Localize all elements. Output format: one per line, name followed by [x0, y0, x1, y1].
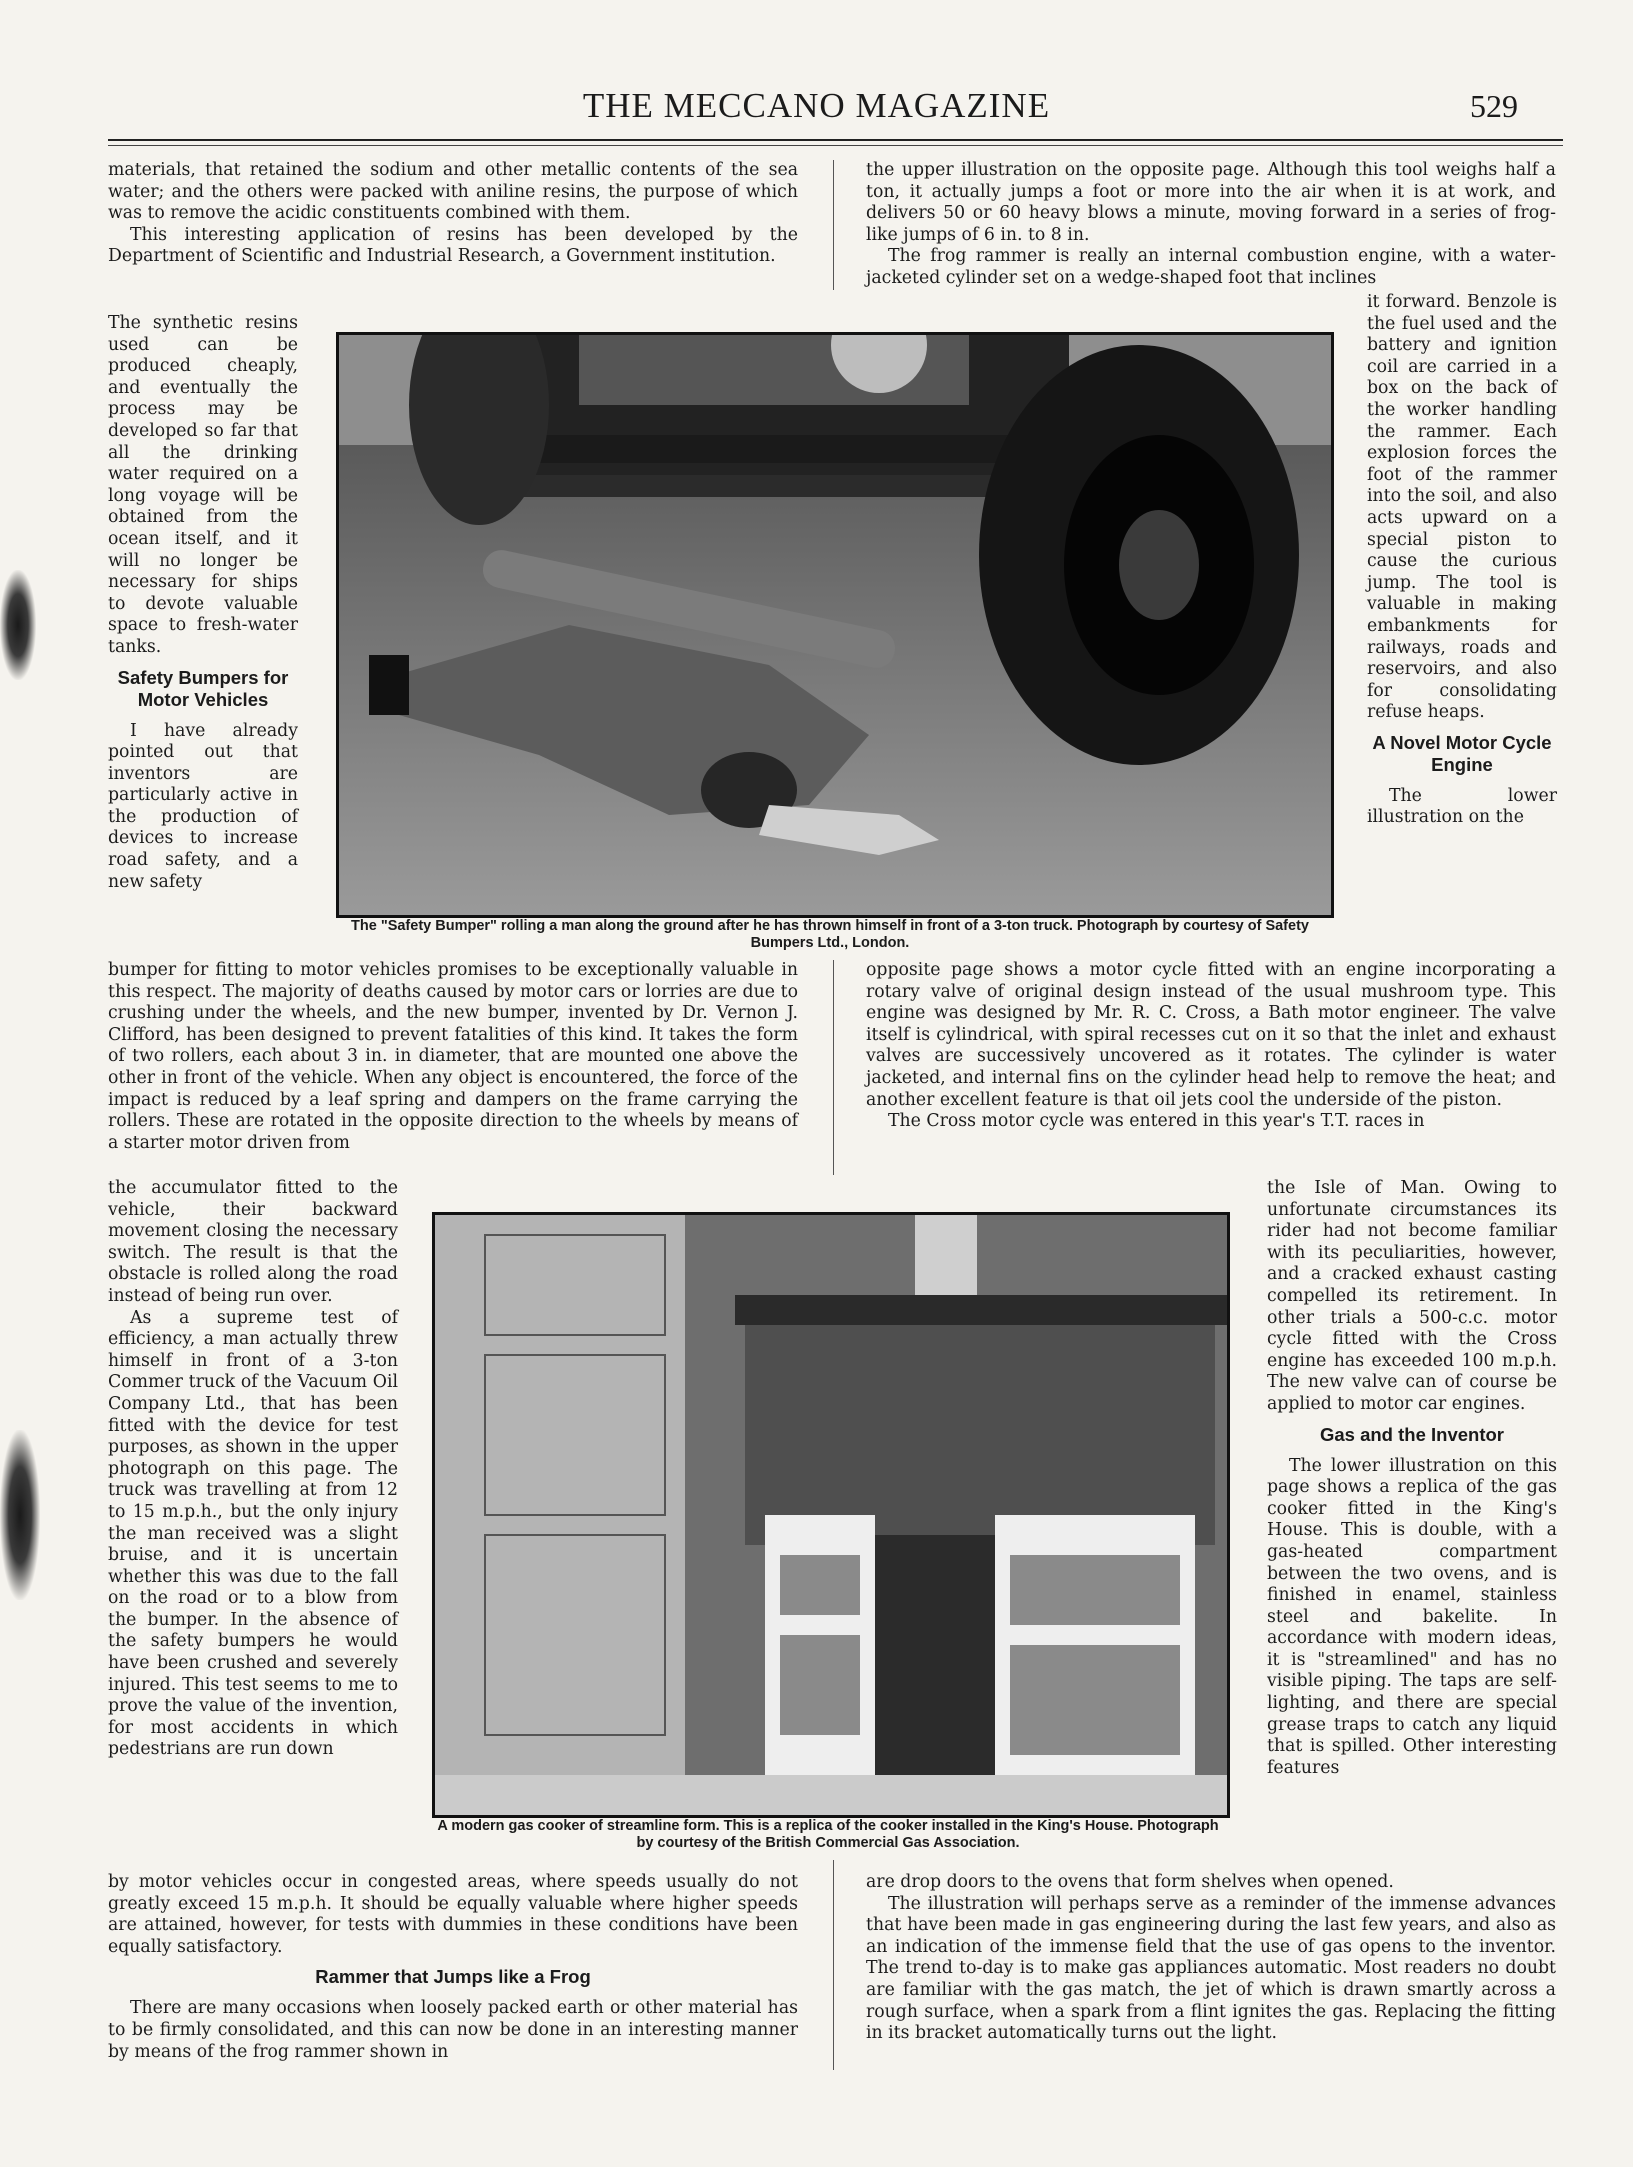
paragraph: The lower illustration on the: [1367, 785, 1557, 828]
column-divider: [833, 960, 834, 1175]
gas-cooker-photo: [432, 1212, 1230, 1818]
paragraph: The illustration will perhaps serve as a reminder of the immense advances that have been made in gas engineering during the last few years, and also as an indication of the immense field that the use of gas opens to the inventor. The trend to-day is to make gas appliances automatic. Most readers no doubt are familiar with the gas match, the jet of which is drawn smartly across a rough surface, when a spark from a flint ignites the gas. Replacing the fitting in its bracket automatically turns out the light.: [866, 1893, 1556, 2044]
right-column-middle: [866, 960, 1556, 1133]
paragraph: are drop doors to the ovens that form shelves when opened.: [866, 1872, 1394, 1892]
left-column-bottom: [108, 1872, 798, 2063]
wall-clock: [915, 1215, 977, 1295]
section-heading: A Novel Motor Cycle Engine: [1372, 731, 1552, 775]
paragraph: I have already pointed out that inventors are particularly active in the production of devices to increase road safety, and a new safety: [108, 720, 298, 892]
paragraph: the accumulator fitted to the vehicle, their backward movement closing the necessary switch. The result is that the obstacle is rolled along the road instead of being run over.: [108, 1178, 398, 1306]
left-column-top: [108, 160, 798, 268]
section-heading: Safety Bumpers for Motor Vehicles: [117, 666, 289, 710]
paragraph: it forward. Benzole is the fuel used and the battery and ignition coil are carried in a box on the back of the worker handling the rammer. Each explosion forces the foot of the rammer into the soil, and also acts upward on a special piston to cause the curious jump. The tool is valuable in making embankments for railways, roads and reservoirs, and also for consolidating refuse heaps.: [1367, 292, 1557, 723]
paragraph: The frog rammer is really an internal combustion engine, with a water-jacketed cylinder set on a wedge-shaped foot that inclines: [866, 246, 1556, 288]
page-edge-mark: [0, 570, 36, 680]
paragraph: This interesting application of resins has been developed by the Department of Scientific and Industrial Research, a Government institution.: [108, 224, 798, 267]
paragraph: materials, that retained the sodium and other metallic contents of the sea water; and the others were packed with aniline resins, the purpose of which was to remove the acidic constituents combined with them.: [108, 160, 798, 224]
right-narrow-column-2: [1267, 1178, 1557, 1779]
paragraph: The synthetic resins used can be produced cheaply, and eventually the process may be developed so far that all the drinking water required on a long voyage will be obtained from the ocean itself, and it will no longer be necessary for ships to devote valuable space to fresh-water tanks.: [108, 313, 298, 657]
paragraph: As a supreme test of efficiency, a man actually threw himself in front of a 3-ton Commer truck of the Vacuum Oil Company Ltd., that has been fitted with the device for test purposes, as shown in the upper photograph on this page. The truck was travelling at from 12 to 15 m.p.h., but the only injury the man received was a slight bruise, and it is uncertain whether this was due to the fall on the road or to a blow from the bumper. In the absence of the safety bumpers he would have been crushed and severely injured. This test seems to me to prove the value of the invention, for most accidents in which pedestrians are run down: [108, 1307, 398, 1760]
safety-bumper-caption: The "Safety Bumper" rolling a man along the ground after he has thrown himself in front of a 3-ton truck. Photograph by courtesy of Safety Bumpers Ltd., London.: [351, 918, 1309, 951]
paragraph: opposite page shows a motor cycle fitted with an engine incorporating a rotary valve of original design instead of the usual mushroom type. This engine was designed by Mr. R. C. Cross, a Bath motor engineer. The valve itself is cylindrical, with spiral recesses cut on it so that the inlet and exhaust valves are successively uncovered as it rotates. The cylinder is water jacketed, and internal fins on the cylinder head help to remove the heat; and another excellent feature is that oil jets cool the underside of the piston.: [866, 960, 1556, 1110]
paragraph: The lower illustration on this page shows a replica of the gas cooker fitted in the King's House. This is double, with a gas-heated compartment between the two ovens, and is finished in enamel, stainless steel and bakelite. In accordance with modern ideas, it is "streamlined" and has no visible piping. The taps are self-lighting, and there are special grease traps to catch any liquid that is spilled. Other interesting features: [1267, 1455, 1557, 1778]
header-rule: [108, 139, 1563, 141]
paragraph: the Isle of Man. Owing to unfortunate circumstances its rider had not become familiar with its peculiarities, however, and a cracked exhaust casting compelled its retirement. In other trials a 500-c.c. motor cycle fitted with the Cross engine has exceeded 100 m.p.h. The new valve can of course be applied to motor car engines.: [1267, 1178, 1557, 1414]
right-narrow-column: [1367, 292, 1557, 829]
section-heading: Rammer that Jumps like a Frog: [315, 1966, 591, 1988]
gas-cooker-illustration: [435, 1215, 1227, 1815]
gas-cooker-caption: A modern gas cooker of streamline form. This is a replica of the cooker installed in the King's House. Photograph by courtesy of the British Commercial Gas Association.: [437, 1818, 1219, 1851]
safety-bumper-photo: [336, 332, 1334, 918]
paragraph: bumper for fitting to motor vehicles promises to be exceptionally valuable in this respect. The majority of deaths caused by motor cars or lorries are due to crushing under the wheels, and the new bumper, invented by Dr. Vernon J. Clifford, has been designed to prevent fatalities of this kind. It takes the form of two rollers, each about 3 in. in diameter, that are mounted one above the other in front of the vehicle. When any object is encountered, the force of the impact is reduced by a leaf spring and dampers on the frame carrying the rollers. These are rotated in the opposite direction to the wheels by means of a starter motor driven from: [108, 960, 798, 1153]
paragraph: the upper illustration on the opposite page. Although this tool weighs half a ton, it actually jumps a foot or more into the air when it is at work, and delivers 50 or 60 heavy blows a minute, moving forward in a series of frog-like jumps of 6 in. to 8 in.: [866, 160, 1556, 245]
column-divider: [833, 1860, 834, 2070]
paragraph: The Cross motor cycle was entered in this year's T.T. races in: [888, 1111, 1425, 1132]
page-number: 529: [1470, 88, 1518, 124]
section-heading: Gas and the Inventor: [1319, 1423, 1504, 1445]
left-column-middle: [108, 960, 798, 1154]
right-column-bottom: [866, 1872, 1556, 2045]
left-narrow-column-2: [108, 1178, 398, 1761]
right-column-top: [866, 160, 1556, 290]
left-narrow-column: [108, 313, 298, 893]
header-rule-thin: [108, 145, 1563, 146]
column-divider: [833, 160, 834, 290]
bumper-roller: [489, 435, 1049, 463]
safety-bumper-illustration: [339, 335, 1331, 915]
magazine-title: THE MECCANO MAGAZINE: [582, 86, 1051, 125]
paragraph: There are many occasions when loosely packed earth or other material has to be firmly consolidated, and this can now be done in an interesting manner by means of the frog rammer shown in: [108, 1998, 798, 2062]
centre-compartment: [875, 1535, 995, 1795]
paragraph: by motor vehicles occur in congested areas, where speeds usually do not greatly exceed 15 m.p.h. It should be equally valuable where higher speeds are attained, however, for tests with dummies in these conditions have been equally satisfactory.: [108, 1872, 798, 1957]
page-edge-mark: [0, 1430, 40, 1600]
